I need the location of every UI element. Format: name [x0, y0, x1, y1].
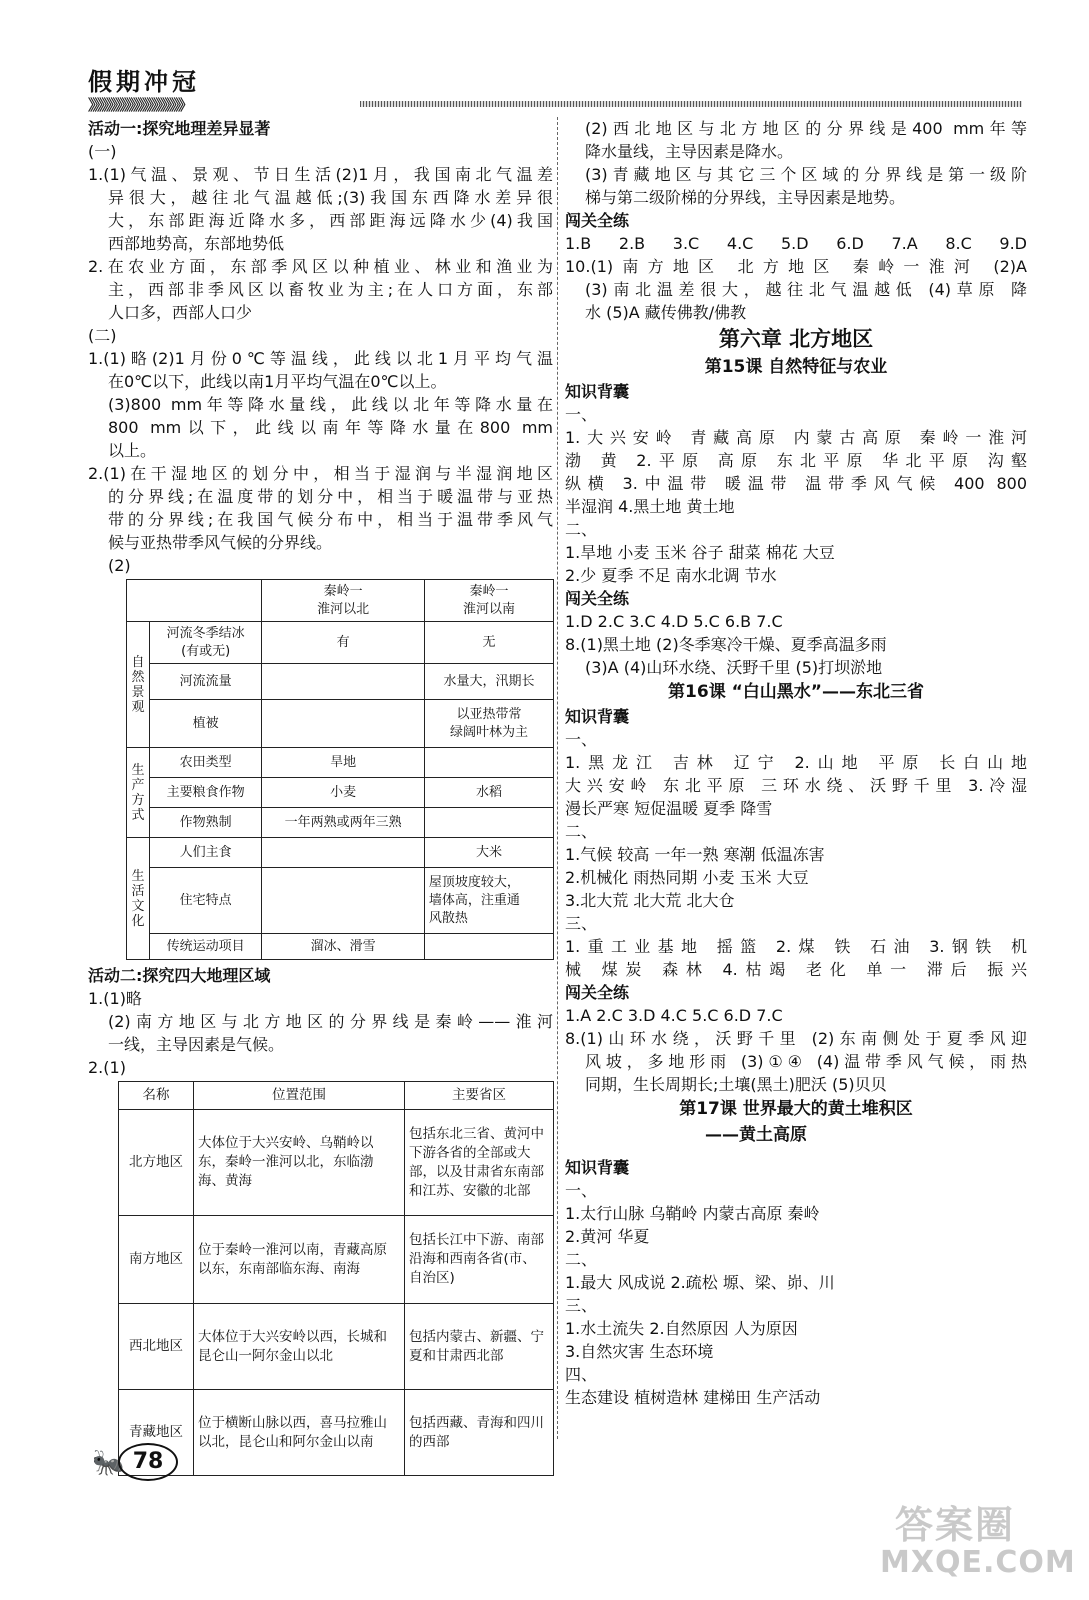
answer-line: (3)青藏地区与其它三个区域的分界线是第一级阶: [585, 165, 1027, 184]
answer-line: 2.机械化 雨热同期 小麦 玉米 大豆: [565, 868, 809, 887]
activity-two-heading: 活动二:探究四大地理区域: [88, 966, 271, 985]
activity-one-heading: 活动一:探究地理差异显著: [88, 119, 271, 138]
answer-line: 带的分界线;在我国气候分布中，相当于温带季风气: [108, 510, 553, 529]
table-cell: [262, 838, 425, 868]
answer-line: 水 (5)A 藏传佛教/佛教: [585, 303, 747, 322]
answer-line: (3)南北温差很大，越往北气温越低 (4)草原 降: [585, 280, 1027, 299]
answer-line: 10.(1)南方地区 北方地区 秦岭一淮河 (2)A: [565, 257, 1027, 276]
answer-line: (3)800 mm年等降水量线，此线以北年等降水量在: [108, 395, 553, 414]
answer-line: 1.B 2.B 3.C 4.C 5.D 6.D 7.A 8.C 9.D: [565, 234, 1027, 253]
answer-line: (2)南方地区与北方地区的分界线是秦岭——淮河: [108, 1012, 553, 1031]
answer-line: 800 mm以下，此线以南年等降水量在800 mm: [108, 418, 553, 437]
answer-line: 半湿润 4.黑土地 黄土地: [565, 497, 735, 516]
answer-line: 的分界线;在温度带的划分中，相当于暖温带与亚热: [108, 487, 553, 506]
table-cell: 位于横断山脉以西，喜马拉雅山以北，昆仑山和阿尔金山以南: [194, 1390, 405, 1476]
table-group-label: 自然景观: [127, 622, 150, 748]
book-title: 假期冲冠: [88, 67, 200, 96]
table-cell: 农田类型: [150, 748, 262, 778]
answer-line: (3)A (4)山环水绕、沃野千里 (5)打坝淤地: [585, 658, 883, 677]
section-label: 一、: [565, 1181, 598, 1200]
answer-line: 1.大兴安岭 青藏高原 内蒙古高原 秦岭一淮河: [565, 428, 1027, 447]
answer-line: 1.水土流失 2.自然原因 人为原因: [565, 1319, 798, 1338]
section-heading: 知识背囊: [565, 382, 630, 401]
table-cell: [424, 934, 553, 960]
answer-line: 降水量线，主导因素是降水。: [585, 142, 794, 161]
table-cell: 北方地区: [119, 1110, 194, 1216]
table-cell: 南方地区: [119, 1216, 194, 1304]
header-rule: [360, 101, 1022, 107]
answer-line: 械 煤炭 森林 4.枯竭 老化 单一 滞后 振兴: [565, 960, 1027, 979]
section-label: 一、: [565, 405, 598, 424]
comparison-table: [126, 579, 554, 960]
table-cell: [262, 700, 425, 748]
answer-line: 1.旱地 小麦 玉米 谷子 甜菜 棉花 大豆: [565, 543, 835, 562]
mascot-icon: 🐜: [92, 1448, 125, 1478]
table-cell: 包括长江中下游、南部沿海和西南各省(市、自治区): [405, 1216, 554, 1304]
answer-line: 8.(1)山环水绕，沃野千里 (2)东南侧处于夏季风迎: [565, 1029, 1027, 1048]
watermark-url: MXQE.COM: [880, 1545, 1076, 1580]
table-cell: 包括西藏、青海和四川的西部: [405, 1390, 554, 1476]
answer-line: 2.黄河 华夏: [565, 1227, 650, 1246]
section-label: 二、: [565, 822, 598, 841]
lesson-title: 第15课 自然特征与农业: [704, 357, 888, 377]
table-cell: [262, 664, 425, 700]
table-cell: [424, 808, 553, 838]
answer-line: 1.(1)略(2)1月份0℃等温线，此线以北1月平均气温: [88, 349, 553, 368]
answer-line: 以上。: [108, 441, 157, 460]
answer-line: 1.A 2.C 3.D 4.C 5.C 6.D 7.C: [565, 1006, 783, 1025]
table-cell: 一年两熟或两年三熟: [262, 808, 425, 838]
table-header: 位置范围: [194, 1082, 405, 1110]
watermark-logo: 答案圈: [895, 1503, 1016, 1547]
header-chevrons: 》》》》》》》》》》》》》》》》》》》》》: [88, 96, 191, 114]
answer-line: (2)西北地区与北方地区的分界线是400 mm年等: [585, 119, 1027, 138]
section-label: 二、: [565, 1250, 598, 1269]
table-cell: 以亚热带常 绿阔叶林为主: [424, 700, 553, 748]
table-cell: 包括内蒙古、新疆、宁夏和甘肃西北部: [405, 1304, 554, 1390]
table-cell: 作物熟制: [150, 808, 262, 838]
answer-line: 1.重工业基地 摇篮 2.煤 铁 石油 3.钢铁 机: [565, 937, 1027, 956]
section-heading: 知识背囊: [565, 1158, 630, 1177]
table-cell: 水量大，汛期长: [424, 664, 553, 700]
table-cell: 住宅特点: [150, 868, 262, 934]
answer-line: 人口多，西部人口少: [108, 303, 253, 322]
section-label: 四、: [565, 1365, 598, 1384]
left-column: [88, 117, 553, 1478]
table-cell: 溜冰、滑雪: [262, 934, 425, 960]
section-heading: 闯关全练: [565, 211, 630, 230]
table-cell: 传统运动项目: [150, 934, 262, 960]
answer-line: 风坡，多地形雨 (3)①④ (4)温带季风气候，雨热: [585, 1052, 1027, 1071]
table-header: 秦岭一 淮河以南: [424, 580, 553, 622]
answer-line: 3.北大荒 北大荒 北大仓: [565, 891, 735, 910]
page-number: 78: [118, 1443, 178, 1481]
answer-line: 2.在农业方面，东部季风区以种植业、林业和渔业为: [88, 257, 553, 276]
answer-line: 候与亚热带季风气候的分界线。: [108, 533, 333, 552]
table-cell: 主要粮食作物: [150, 778, 262, 808]
section-heading: 知识背囊: [565, 707, 630, 726]
answer-line: (2): [108, 556, 131, 575]
answer-line: 异很大，越往北气温越低;(3)我国东西降水差异很: [108, 188, 553, 207]
lesson-title: 第16课 “白山黑水”——东北三省: [668, 682, 924, 702]
answer-line: 1.D 2.C 3.C 4.D 5.C 6.B 7.C: [565, 612, 783, 631]
section-label: 一、: [565, 730, 598, 749]
answer-line: 主，西部非季风区以畜牧业为主;在人口方面，东部: [108, 280, 553, 299]
answer-line: 漫长严寒 短促温暖 夏季 降雪: [565, 799, 773, 818]
table-cell: 河流流量: [150, 664, 262, 700]
answer-line: 1.黑龙江 吉林 辽宁 2.山地 平原 长白山地: [565, 753, 1027, 772]
column-divider: [557, 117, 558, 1439]
answer-line: 1.(1)气温、景观、节日生活(2)1月，我国南北气温差: [88, 165, 553, 184]
answer-line: 8.(1)黑土地 (2)冬季寒冷干燥、夏季高温多雨: [565, 635, 887, 654]
table-group-label: 生活文化: [127, 838, 150, 960]
section-label: (一): [88, 142, 117, 161]
table-cell: 西北地区: [119, 1304, 194, 1390]
answer-line: 2.(1): [88, 1058, 126, 1077]
table-cell: [262, 868, 425, 934]
lesson-title: 第17课 世界最大的黄土堆积区: [679, 1099, 913, 1119]
regions-table: [118, 1081, 554, 1476]
table-group-label: 生产方式: [127, 748, 150, 838]
table-corner: [127, 580, 262, 622]
answer-line: 3.自然灾害 生态环境: [565, 1342, 714, 1361]
answer-line: 一线，主导因素是气候。: [108, 1035, 285, 1054]
answer-line: 大兴安岭 东北平原 三环水绕、沃野千里 3.冷湿: [565, 776, 1027, 795]
table-cell: 包括东北三省、黄河中下游各省的全部或大部，以及甘肃省东南部和江苏、安徽的北部: [405, 1110, 554, 1216]
table-cell: 旱地: [262, 748, 425, 778]
section-heading: 闯关全练: [565, 983, 630, 1002]
answer-line: 纵横 3.中温带 暖温带 温带季风气候 400 800: [565, 474, 1027, 493]
table-header: 名称: [119, 1082, 194, 1110]
table-cell: 屋顶坡度较大， 墙体高，注重通 风散热: [424, 868, 553, 934]
table-cell: [424, 748, 553, 778]
answer-line: 2.少 夏季 不足 南水北调 节水: [565, 566, 777, 585]
answer-line: 1.气候 较高 一年一熟 寒潮 低温冻害: [565, 845, 825, 864]
section-label: (二): [88, 326, 117, 345]
answer-line: 大，东部距海近降水多，西部距海远降水少(4)我国: [108, 211, 553, 230]
answer-line: 1.太行山脉 乌鞘岭 内蒙古高原 秦岭: [565, 1204, 820, 1223]
table-cell: 大体位于大兴安岭以西，长城和昆仑山一阿尔金山以北: [194, 1304, 405, 1390]
chapter-title: 第六章 北方地区: [718, 327, 874, 351]
table-cell: 青藏地区: [119, 1390, 194, 1476]
table-cell: 大米: [424, 838, 553, 868]
answer-line: 在0℃以下，此线以南1月平均气温在0℃以上。: [108, 372, 447, 391]
table-header: 秦岭一 淮河以北: [262, 580, 425, 622]
answer-line: 梯与第二级阶梯的分界线，主导因素是地势。: [585, 188, 906, 207]
section-label: 三、: [565, 1296, 598, 1315]
table-cell: 大体位于大兴安岭、乌鞘岭以东，秦岭一淮河以北，东临渤海、黄海: [194, 1110, 405, 1216]
table-cell: 植被: [150, 700, 262, 748]
answer-line: 生态建设 植树造林 建梯田 生产活动: [565, 1388, 821, 1407]
lesson-subtitle: ——黄土高原: [705, 1125, 807, 1145]
table-cell: 无: [424, 622, 553, 664]
section-label: 二、: [565, 520, 598, 539]
answer-line: 同期，生长周期长;土壤(黑土)肥沃 (5)贝贝: [585, 1075, 887, 1094]
table-cell: 人们主食: [150, 838, 262, 868]
table-cell: 水稻: [424, 778, 553, 808]
section-label: 三、: [565, 914, 598, 933]
right-column: [565, 117, 1027, 1409]
answer-line: 西部地势高，东部地势低: [108, 234, 285, 253]
table-header: 主要省区: [405, 1082, 554, 1110]
answer-line: 2.(1)在干湿地区的划分中，相当于湿润与半湿润地区: [88, 464, 553, 483]
table-cell: 位于秦岭一淮河以南，青藏高原以东，东南部临东海、南海: [194, 1216, 405, 1304]
table-cell: 有: [262, 622, 425, 664]
section-heading: 闯关全练: [565, 589, 630, 608]
table-cell: 河流冬季结冰 (有或无): [150, 622, 262, 664]
answer-line: 1.(1)略: [88, 989, 142, 1008]
table-cell: 小麦: [262, 778, 425, 808]
answer-line: 渤 黄 2.平原 高原 东北平原 华北平原 沟壑: [565, 451, 1027, 470]
answer-line: 1.最大 风成说 2.疏松 塬、梁、峁、川: [565, 1273, 835, 1292]
